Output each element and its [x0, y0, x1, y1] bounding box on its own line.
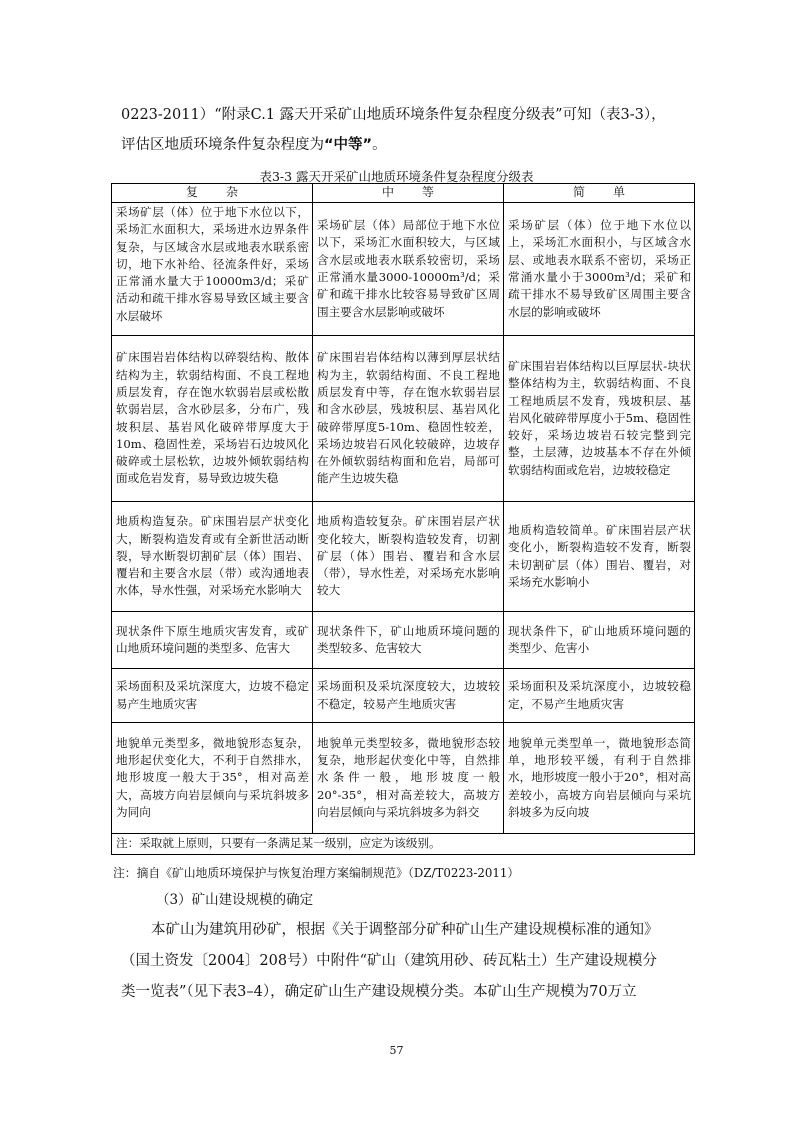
cell-complex: 采场面积及采坑深度大，边坡不稳定易产生地质灾害	[112, 669, 313, 723]
cell-simple: 采场矿层（体）位于地下水位以上，采场汇水面积小，与区域含水层、或地表水联系不密切，采场正常涌水量小于3000m³/d；采矿和疏干排水不易导致矿区周围主要含水层的影响或破坏	[504, 203, 695, 336]
table-note-row	[112, 834, 695, 855]
cell-medium: 采场矿层（体）局部位于地下水位以下，采场汇水面积较大，与区域含水层或地表水联系较密切，采场正常涌水量3000-10000m³/d；采矿和疏干排水比较容易导致矿区周围主要含水层影响或破坏	[313, 203, 504, 336]
cell-complex: 地质构造复杂。矿床围岩层产状变化大，断裂构造发育或有全新世活动断裂，导水断裂切割矿层（体）围岩、覆岩和主要含水层（带）或沟通地表水体，导水性强，对采场充水影响大	[112, 502, 313, 612]
rating-emphasis: “中等”	[324, 137, 373, 153]
table-row	[112, 502, 695, 612]
cell-complex: 地貌单元类型多，微地貌形态复杂，地形起伏变化大，不利于自然排水，地形坡度一般大于35°，相对高差大，高坡方向岩层倾向与采坑斜坡多为同向	[112, 723, 313, 834]
header-medium: 中等	[313, 184, 504, 203]
cell-complex: 矿床围岩岩体结构以碎裂结构、散体结构为主，软弱结构面、不良工程地质层发育，存在饱水软弱岩层或松散软弱岩层，含水砂层多，分布广，残坡积层、基岩风化破碎带厚度大于10m、稳固性差，采场岩石边坡风化破碎或土层松软，边坡外倾软弱结构面或危岩发育，易导致边坡失稳	[112, 336, 313, 502]
cell-simple: 现状条件下，矿山地质环境问题的类型少、危害小	[504, 612, 695, 669]
table-row	[112, 203, 695, 336]
intro-line-2-prefix: 评估区地质环境条件复杂程度为	[121, 137, 324, 153]
section-line-3: 类一览表”（见下表3–4），确定矿山生产建设规模分类。本矿山生产规模为70万立	[121, 984, 637, 1000]
section-heading: （3）矿山建设规模的确定	[156, 892, 314, 908]
table-caption: 表3-3 露天开采矿山地质环境条件复杂程度分级表	[259, 169, 534, 184]
complexity-table	[111, 183, 695, 855]
page-number: 57	[389, 1044, 404, 1057]
cell-medium: 采场面积及采坑深度较大，边坡较不稳定，较易产生地质灾害	[313, 669, 504, 723]
cell-medium: 地貌单元类型较多，微地貌形态较复杂，地形起伏变化中等，自然排水条件一般，地形坡度一般20°-35°，相对高差较大，高坡方向岩层倾向与采坑斜坡多为斜交	[313, 723, 504, 834]
header-simple: 简单	[504, 184, 695, 203]
table-row	[112, 669, 695, 723]
cell-simple: 地质构造较简单。矿床围岩层产状变化小，断裂构造较不发育，断裂未切割矿层（体）围岩、覆岩，对采场充水影响小	[504, 502, 695, 612]
cell-medium: 地质构造较复杂。矿床围岩层产状变化较大，断裂构造较发育，切割矿层（体）围岩、覆岩和含水层（带），导水性差，对采场充水影响较大	[313, 502, 504, 612]
table-source: 注：摘自《矿山地质环境保护与恢复治理方案编制规范》（DZ/T0223-2011）	[113, 866, 520, 880]
section-paragraph	[121, 915, 681, 1008]
header-complex: 复杂	[112, 184, 313, 203]
table-row	[112, 723, 695, 834]
cell-simple: 矿床围岩岩体结构以巨厚层状-块状整体结构为主，软弱结构面、不良工程地质层不发育，残坡积层、基岩风化破碎带厚度小于5m、稳固性较好，采场边坡岩石较完整到完整，土层薄，边坡基本不存在外倾软弱结构面或危岩，边坡较稳定	[504, 336, 695, 502]
intro-line-2-suffix: 。	[372, 137, 387, 153]
cell-medium: 矿床围岩岩体结构以薄到厚层状结构为主，软弱结构面、不良工程地质层发育中等，存在饱水软弱岩层和含水砂层，残坡积层、基岩风化破碎带厚度5-10m、稳固性较差，采场边坡岩石风化较破碎，边坡存在外倾软弱结构面和危岩，局部可能产生边坡失稳	[313, 336, 504, 502]
table-header-row	[112, 184, 695, 203]
cell-simple: 采场面积及采坑深度小，边坡较稳定，不易产生地质灾害	[504, 669, 695, 723]
cell-complex: 现状条件下原生地质灾害发育，或矿山地质环境问题的类型多、危害大	[112, 612, 313, 669]
intro-line-2	[121, 130, 681, 160]
table-row	[112, 336, 695, 502]
table-note: 注：采取就上原则，只要有一条满足某一级别，应定为该级别。	[112, 834, 695, 855]
cell-simple: 地貌单元类型单一，微地貌形态简单，地形较平缓，有利于自然排水，地形坡度一般小于20°，相对高差较小，高坡方向岩层倾向与采坑斜坡多为反向坡	[504, 723, 695, 834]
intro-line-1: 0223-2011）“附录C.1 露天开采矿山地质环境条件复杂程度分级表”可知（表3-3），	[121, 107, 666, 123]
section-line-2: （国土资发〔2004〕208号）中附件“矿山（建筑用砂、砖瓦粘土）生产建设规模分	[121, 953, 657, 969]
table-row	[112, 612, 695, 669]
cell-medium: 现状条件下，矿山地质环境问题的类型较多、危害较大	[313, 612, 504, 669]
cell-complex: 采场矿层（体）位于地下水位以下，采场汇水面积大，采场进水边界条件复杂，与区域含水层或地表水联系密切，地下水补给、径流条件好，采场正常涌水量大于10000m3/d；采矿活动和疏干排水容易导致区域主要含水层破坏	[112, 203, 313, 336]
section-line-1: 本矿山为建筑用砂矿，根据《关于调整部分矿种矿山生产建设规模标准的通知》	[151, 922, 659, 938]
intro-paragraph	[121, 100, 681, 160]
